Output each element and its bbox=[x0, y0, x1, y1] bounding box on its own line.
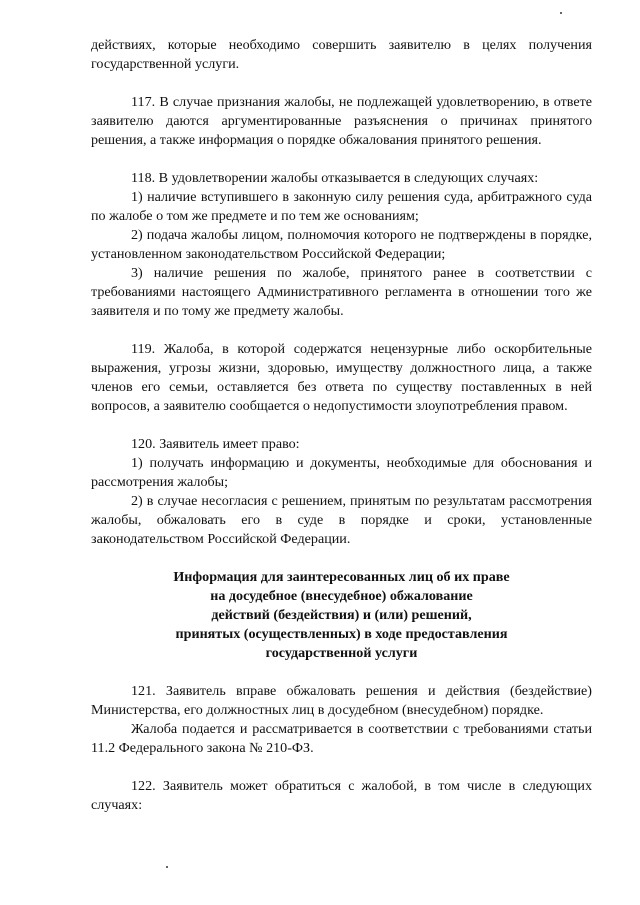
paragraph-119: 119. Жалоба, в которой содержатся нецензурные либо оскорбительные выражения, угрозы жизни, здоровью, имуществу должностного лица, а также членов его семьи, оставляется без ответа по существу поставленных в ней вопросов, а заявителю сообщается о недопустимости злоупотребления правом. bbox=[91, 341, 592, 414]
paragraph-120: 120. Заявитель имеет право: bbox=[131, 436, 300, 452]
scan-speck bbox=[166, 866, 168, 868]
paragraph-117: 117. В случае признания жалобы, не подлежащей удовлетворению, в ответе заявителю даются аргументированные разъяснения о причинах принятого решения, а также информация о порядке обжалования принятого решения. bbox=[91, 94, 592, 148]
heading-line: государственной услуги bbox=[265, 645, 418, 661]
paragraph-121: 121. Заявитель вправе обжаловать решения и действия (бездействие) Министерства, его должностных лиц в досудебном (внесудебном) порядке. bbox=[91, 683, 592, 718]
heading-line: Информация для заинтересованных лиц об их праве bbox=[173, 569, 510, 585]
section-heading bbox=[91, 568, 592, 663]
paragraph-121-b: Жалоба подается и рассматривается в соответствии с требованиями статьи 11.2 Федерального закона № 210-ФЗ. bbox=[91, 721, 592, 756]
heading-line: на досудебное (внесудебное) обжалование bbox=[210, 588, 473, 604]
paragraph-118-item-2: 2) подача жалобы лицом, полномочия которого не подтверждены в порядке, установленном законодательством Российской Федерации; bbox=[91, 227, 592, 262]
paragraph-120-item-2: 2) в случае несогласия с решением, принятым по результатам рассмотрения жалобы, обжаловать его в суде в порядке и сроки, установленные законодательством Российской Федерации. bbox=[91, 493, 592, 547]
scan-speck bbox=[560, 12, 562, 14]
heading-line: принятых (осуществленных) в ходе предоставления bbox=[175, 626, 508, 642]
paragraph-118-item-3: 3) наличие решения по жалобе, принятого ранее в соответствии с требованиями настоящего Административного регламента в отношении того же заявителя и по тому же предмету жалобы. bbox=[91, 265, 592, 319]
paragraph-120-item-1: 1) получать информацию и документы, необходимые для обоснования и рассмотрения жалобы; bbox=[91, 455, 592, 490]
heading-line: действий (бездействия) и (или) решений, bbox=[211, 607, 472, 623]
paragraph-118: 118. В удовлетворении жалобы отказывается в следующих случаях: bbox=[131, 170, 539, 186]
paragraph-continuation: действиях, которые необходимо совершить заявителю в целях получения государственной услуги. bbox=[91, 37, 592, 72]
paragraph-122: 122. Заявитель может обратиться с жалобой, в том числе в следующих случаях: bbox=[91, 778, 592, 813]
paragraph-118-item-1: 1) наличие вступившего в законную силу решения суда, арбитражного суда по жалобе о том же предмете и по тем же основаниям; bbox=[91, 189, 592, 224]
